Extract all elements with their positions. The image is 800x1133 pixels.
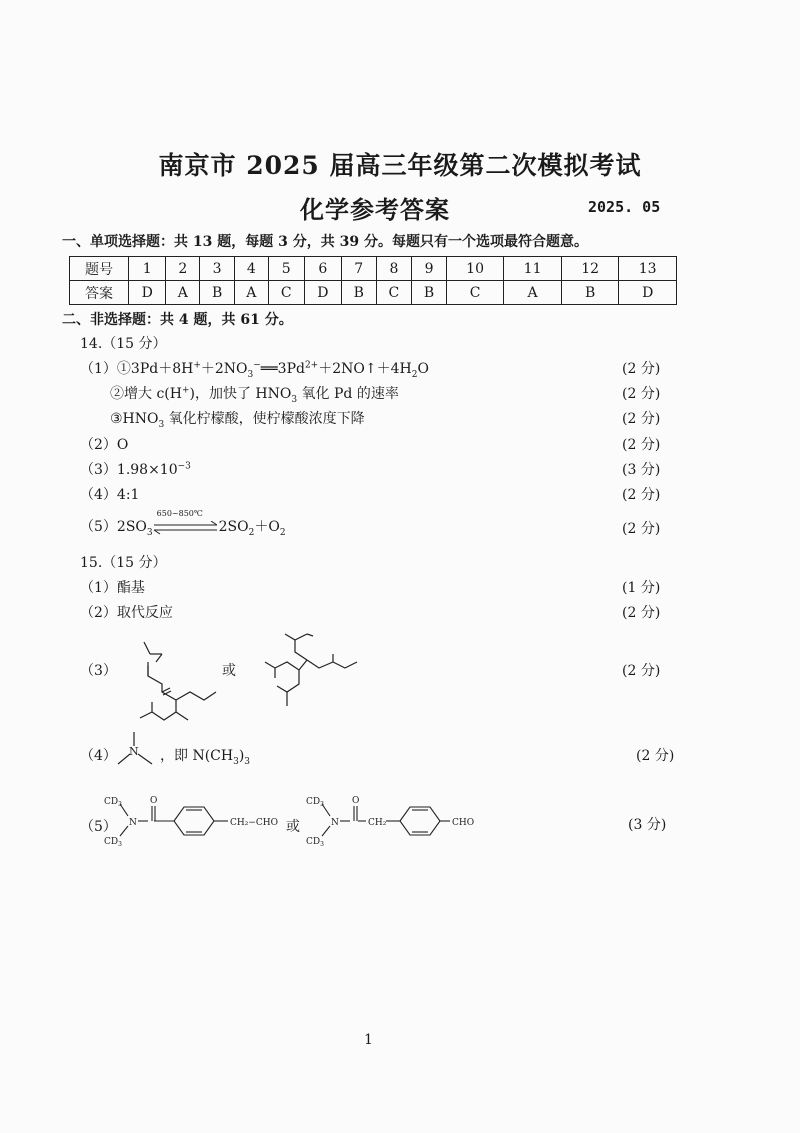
points-label: (2 分) bbox=[636, 748, 675, 764]
table-row-answers bbox=[70, 281, 677, 305]
superscript: − bbox=[253, 360, 261, 371]
answer-text: （3）1.98×10 bbox=[80, 462, 178, 478]
table-cell: 3 bbox=[200, 257, 235, 281]
oxygen-atom-label: O bbox=[150, 796, 158, 806]
superscript: 2+ bbox=[304, 360, 319, 371]
table-cell: A bbox=[234, 281, 268, 305]
q15-answer-1: （1）酯基 bbox=[80, 580, 145, 596]
points-label: (2 分) bbox=[622, 411, 661, 427]
equals-sign: ══ bbox=[260, 361, 278, 377]
cd3-label: $CD_3$ bbox=[104, 837, 122, 848]
ch2cho-label: CH₂−CHO bbox=[230, 818, 278, 828]
page-number: 1 bbox=[364, 1032, 373, 1048]
section2-heading: 二、非选择题：共 4 题，共 61 分。 bbox=[62, 312, 293, 328]
superscript: + bbox=[181, 385, 190, 396]
nitrogen-atom-label: N bbox=[331, 818, 339, 828]
q14-answer-1-1 bbox=[80, 358, 429, 380]
table-cell: 4 bbox=[234, 257, 268, 281]
points-label: (2 分) bbox=[622, 386, 661, 402]
table-cell: 6 bbox=[304, 257, 341, 281]
equation-text: ＋2NO↑＋4H bbox=[318, 361, 412, 377]
q15-heading: 15.（15 分） bbox=[80, 555, 167, 571]
reaction-condition: 650~850℃ bbox=[156, 509, 203, 518]
reversible-arrow bbox=[153, 509, 219, 535]
points-label: (3 分) bbox=[622, 462, 661, 478]
cd3-label: $CD_3$ bbox=[306, 837, 324, 848]
page-title: 南京市 2025 届高三年级第二次模拟考试 bbox=[158, 151, 642, 180]
nitrogen-atom-label: N bbox=[129, 745, 139, 758]
answer-table bbox=[69, 256, 677, 305]
table-cell: C bbox=[446, 281, 504, 305]
points-label: (1 分) bbox=[622, 580, 661, 596]
subscript: 3 bbox=[291, 394, 298, 405]
cho-label: CHO bbox=[452, 818, 475, 828]
points-label: (2 分) bbox=[622, 663, 661, 679]
nitrogen-atom-label: N bbox=[129, 818, 137, 828]
points-label: (2 分) bbox=[622, 605, 661, 621]
trimethylamine-structure bbox=[112, 728, 162, 774]
equilibrium-arrow-icon bbox=[153, 521, 219, 535]
structure-3b bbox=[255, 622, 375, 722]
part-label: （5） bbox=[80, 519, 117, 535]
table-cell: A bbox=[504, 281, 562, 305]
subscript: 3 bbox=[233, 756, 239, 767]
subscript: 2 bbox=[248, 527, 255, 538]
table-cell: 5 bbox=[268, 257, 304, 281]
equation-text: 2SO bbox=[116, 519, 147, 535]
answer-text: ③HNO bbox=[110, 411, 159, 427]
table-cell: D bbox=[129, 281, 166, 305]
answer-text: )，加快了 HNO bbox=[189, 386, 292, 402]
answer-text: ②增大 c(H bbox=[110, 386, 182, 402]
answer-text: ) bbox=[238, 748, 245, 764]
points-label: (2 分) bbox=[622, 521, 661, 537]
or-label: 或 bbox=[222, 663, 236, 679]
q15-part5-label: （5） bbox=[80, 819, 117, 835]
or-label: 或 bbox=[286, 819, 300, 835]
oxygen-atom-label: O bbox=[352, 796, 360, 806]
exam-date: 2025. 05 bbox=[588, 198, 661, 216]
equation-text: ＋O bbox=[254, 519, 280, 535]
answer-text: ，即 N(CH bbox=[160, 748, 234, 764]
q15-part3-label: （3） bbox=[80, 663, 117, 679]
q15-answer-4-text bbox=[160, 745, 250, 767]
points-label: (3 分) bbox=[628, 817, 667, 833]
subscript: 2 bbox=[279, 527, 286, 538]
equation-text: 2SO bbox=[218, 519, 249, 535]
q14-answer-2: （2）O bbox=[80, 437, 129, 453]
table-cell: 7 bbox=[342, 257, 377, 281]
circle-number: ① bbox=[116, 361, 131, 377]
q15-part4-label: （4） bbox=[80, 748, 117, 764]
section1-heading: 一、单项选择题：共 13 题，每题 3 分，共 39 分。每题只有一个选项最符合题意。 bbox=[62, 234, 588, 250]
points-label: (2 分) bbox=[622, 437, 661, 453]
q14-answer-1-3 bbox=[110, 408, 365, 430]
points-label: (2 分) bbox=[622, 361, 661, 377]
cd3-label: $CD_3$ bbox=[306, 797, 324, 808]
subscript: 3 bbox=[158, 419, 165, 430]
table-cell: 13 bbox=[619, 257, 677, 281]
table-cell: C bbox=[268, 281, 304, 305]
row-label-number: 题号 bbox=[70, 257, 129, 281]
equation-text: 3Pd bbox=[277, 361, 305, 377]
structure-3a bbox=[112, 632, 232, 732]
subscript: 3 bbox=[244, 756, 251, 767]
answer-text: 氧化 Pd 的速率 bbox=[297, 386, 399, 402]
table-cell: D bbox=[304, 281, 341, 305]
cd3-label: $CD_3$ bbox=[104, 797, 122, 808]
superscript: −3 bbox=[177, 461, 191, 472]
q14-answer-1-2 bbox=[110, 383, 399, 405]
equation-text: 3Pd＋8H bbox=[130, 361, 194, 377]
table-cell: 1 bbox=[129, 257, 166, 281]
q14-answer-3 bbox=[80, 459, 191, 479]
table-cell: B bbox=[412, 281, 447, 305]
equation-text: ＋2NO bbox=[200, 361, 248, 377]
q15-answer-2: （2）取代反应 bbox=[80, 605, 173, 621]
points-label: (2 分) bbox=[622, 487, 661, 503]
q14-heading: 14.（15 分） bbox=[80, 336, 167, 352]
table-cell: B bbox=[200, 281, 235, 305]
superscript: + bbox=[193, 360, 201, 371]
table-cell: 12 bbox=[561, 257, 619, 281]
table-row-numbers bbox=[70, 257, 677, 281]
table-cell: A bbox=[166, 281, 200, 305]
table-cell: 11 bbox=[504, 257, 562, 281]
page-subtitle: 化学参考答案 bbox=[300, 195, 450, 224]
subscript: 3 bbox=[146, 527, 153, 538]
table-cell: B bbox=[561, 281, 619, 305]
table-cell: B bbox=[342, 281, 377, 305]
row-label-answer: 答案 bbox=[70, 281, 129, 305]
subscript: 3 bbox=[247, 369, 254, 380]
table-cell: 2 bbox=[166, 257, 200, 281]
table-cell: 9 bbox=[412, 257, 447, 281]
table-cell: 8 bbox=[376, 257, 412, 281]
table-cell: 10 bbox=[446, 257, 504, 281]
subscript: 2 bbox=[411, 369, 418, 380]
answer-text: 氧化柠檬酸，使柠檬酸浓度下降 bbox=[164, 411, 365, 427]
ch2-label: CH₂ bbox=[368, 818, 387, 828]
equation-text: O bbox=[417, 361, 429, 377]
structure-5a bbox=[100, 790, 280, 856]
table-cell: D bbox=[619, 281, 677, 305]
structure-5b bbox=[302, 790, 482, 856]
table-cell: C bbox=[376, 281, 412, 305]
q14-part1-label: （1） bbox=[80, 361, 117, 377]
q14-answer-4: （4）4:1 bbox=[80, 487, 140, 503]
q14-answer-5 bbox=[80, 509, 286, 538]
